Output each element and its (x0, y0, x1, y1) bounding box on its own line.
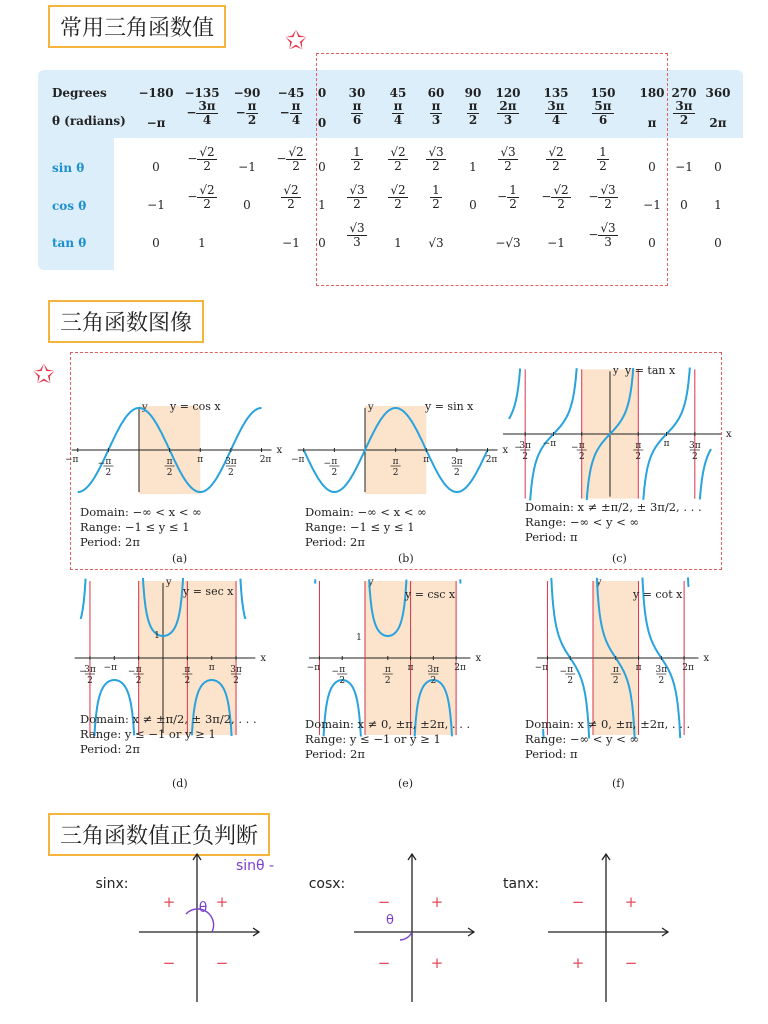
denominator: 2 (509, 196, 517, 211)
table-cell-deg: 360 (705, 86, 731, 100)
numerator: π (393, 99, 403, 113)
tick-numerator: π (331, 457, 338, 467)
graph-label-c: (c) (612, 552, 627, 565)
numerator: √2 (553, 183, 569, 197)
caption-range: Range: −∞ < y < ∞ (525, 732, 640, 746)
table-cell-cos: 0 (243, 198, 251, 212)
tick-denominator: 2 (184, 676, 191, 686)
numerator: 2π (499, 99, 517, 113)
tick-denominator: 2 (135, 676, 142, 686)
curve-segment (509, 369, 520, 419)
caption-range: Range: −1 ≤ y ≤ 1 (80, 520, 190, 534)
table-cell-cos: 0 (469, 198, 477, 212)
tick-numerator: 3π (451, 457, 463, 467)
tick-denominator: 2 (612, 676, 619, 686)
tick-denominator: 2 (228, 468, 234, 478)
table-cell-tan: 0 (152, 236, 160, 250)
minus-sign: − (235, 105, 246, 120)
curve-segment (81, 579, 86, 619)
table-cell-deg: 135 (543, 86, 569, 100)
minus-sign: − (588, 227, 599, 242)
table-cell-rad: 0 (317, 116, 327, 130)
x-axis-label: x (502, 445, 509, 456)
tick-label: 2π (485, 455, 498, 465)
tick-denominator: 2 (166, 468, 173, 478)
quadrant-4-sign: + (430, 954, 444, 972)
angle-arc (400, 932, 412, 940)
tick-denominator: 2 (384, 676, 391, 686)
numerator: 3π (675, 99, 693, 113)
fraction (673, 100, 694, 126)
denominator: 2 (203, 158, 211, 173)
tick-numerator: π (135, 665, 142, 675)
tick-numerator: 3π (655, 665, 668, 675)
tick-numerator: 3π (225, 457, 237, 467)
tick-minus: − (559, 667, 567, 677)
sign-chart-label: tanx: (503, 876, 539, 892)
numerator: √2 (390, 183, 406, 197)
table-cell-tan: −1 (547, 236, 565, 250)
table-cell-deg: 180 (639, 86, 665, 100)
tick-label: π (407, 663, 414, 673)
table-cell-tan: 0 (318, 236, 326, 250)
note-title-3: 三角函数值正负判断 (48, 813, 270, 856)
denominator: 2 (353, 158, 361, 173)
numerator: π (352, 99, 362, 113)
y-axis-label: y (368, 401, 374, 413)
denominator: 4 (202, 112, 212, 127)
table-cell-cos: −1 (147, 198, 165, 212)
tick-denominator: 2 (578, 452, 585, 462)
table-cell-deg: −90 (233, 86, 261, 100)
tick-numerator: 3π (688, 441, 701, 451)
numerator: √3 (428, 145, 444, 159)
tick-minus: − (570, 443, 579, 453)
numerator: √3 (600, 221, 616, 235)
tick-label: 2π (682, 663, 694, 673)
numerator: 3π (198, 99, 216, 113)
x-axis-label: x (703, 653, 710, 664)
tick-minus: − (97, 459, 106, 469)
numerator: 1 (353, 145, 361, 159)
tick-minus: − (127, 667, 136, 677)
tick-label: π (663, 439, 670, 449)
numerator: 5π (594, 99, 612, 113)
denominator: 2 (468, 112, 478, 127)
numerator: √2 (548, 145, 564, 159)
denominator: 2 (203, 196, 211, 211)
star-icon: ✩ (33, 360, 55, 390)
denominator: 6 (352, 112, 362, 127)
sign-charts (0, 844, 768, 1024)
quadrant-1-sign: + (430, 893, 444, 911)
y-axis-label: y (596, 577, 602, 588)
table-cell-deg: −135 (184, 86, 220, 100)
denominator: 2 (247, 112, 257, 127)
note-title-1: 常用三角函数值 (48, 5, 226, 48)
table-cell-sin (177, 146, 227, 172)
y-tick-label: 1 (356, 633, 362, 643)
table-cell-deg: 270 (671, 86, 697, 100)
table-cell-deg: 150 (590, 86, 616, 100)
tick-denominator: 2 (339, 676, 346, 686)
table-cell-sin: 0 (152, 160, 160, 174)
minus-sign: − (497, 189, 508, 204)
minus-sign: − (186, 105, 197, 120)
tick-numerator: 3π (427, 665, 440, 675)
numerator: √3 (349, 183, 365, 197)
table-cell-rad: −π (146, 116, 166, 130)
numerator: √2 (199, 183, 215, 197)
table-cell-tan: 0 (714, 236, 722, 250)
table-cell-rad (222, 100, 272, 126)
numerator: 1 (509, 183, 517, 197)
numerator: √3 (500, 145, 516, 159)
caption-period: Period: 2π (305, 747, 365, 761)
tick-numerator: π (384, 665, 391, 675)
minus-sign: − (187, 151, 198, 166)
trig-graphs (0, 340, 768, 840)
table-cell-deg: 30 (348, 86, 366, 100)
table-cell-rad (177, 100, 227, 126)
caption-period: Period: 2π (305, 535, 365, 549)
table-cell-sin: 1 (469, 160, 477, 174)
caption-range: Range: −1 ≤ y ≤ 1 (305, 520, 415, 534)
numerator: π (247, 99, 257, 113)
table-cell-deg: −45 (277, 86, 305, 100)
graph-label-a: (a) (172, 552, 188, 565)
numerator: √2 (199, 145, 215, 159)
tick-numerator: π (392, 457, 399, 467)
quadrant-2-sign: + (162, 893, 176, 911)
x-axis-label: x (260, 653, 266, 664)
star-icon: ✩ (285, 26, 307, 56)
graph-caption-f (525, 717, 690, 762)
fraction (197, 184, 216, 210)
x-axis-label: x (726, 429, 732, 440)
table-cell-cos: 1 (318, 198, 326, 212)
tick-numerator: π (612, 665, 619, 675)
minus-sign: − (541, 189, 552, 204)
denominator: 3 (503, 112, 513, 127)
function-label: y = cot x (633, 588, 683, 601)
minus-sign: − (276, 151, 287, 166)
theta-label: θ (198, 900, 208, 916)
quadrant-2-sign: − (571, 893, 585, 911)
highlight-box-table (316, 53, 668, 286)
tick-denominator: 2 (658, 676, 665, 686)
quadrant-3-sign: − (162, 954, 176, 972)
table-cell-tan: 0 (648, 236, 656, 250)
tick-denominator: 2 (331, 468, 338, 478)
caption-domain: Domain: −∞ < x < ∞ (305, 505, 427, 519)
quadrant-4-sign: − (215, 954, 229, 972)
tick-minus: − (514, 443, 522, 453)
caption-domain: Domain: x ≠ 0, ±π, ±2π, . . . (525, 717, 691, 731)
minus-sign: − (187, 189, 198, 204)
quadrant-3-sign: + (571, 954, 585, 972)
tick-minus: − (79, 667, 87, 677)
graph-caption-e (305, 717, 470, 762)
graph-label-b: (b) (398, 552, 414, 565)
caption-range: Range: y ≤ −1 or y ≥ 1 (305, 732, 441, 746)
caption-domain: Domain: x ≠ ±π/2, ± 3π/2, . . . (80, 712, 257, 726)
tick-numerator: π (339, 665, 346, 675)
denominator: 2 (599, 158, 607, 173)
radians-label: θ (radians) (52, 114, 126, 128)
tick-label: 2π (259, 455, 272, 465)
table-cell-sin: 0 (648, 160, 656, 174)
caption-domain: Domain: x ≠ 0, ±π, ±2π, . . . (305, 717, 471, 731)
caption-period: Period: π (525, 747, 578, 761)
table-cell-deg: 120 (495, 86, 521, 100)
numerator: 3π (547, 99, 565, 113)
denominator: 2 (353, 196, 361, 211)
graph-label-f: (f) (612, 777, 625, 790)
table-cell-deg: 45 (389, 86, 407, 100)
function-label: y = sin x (425, 400, 474, 413)
y-axis-label: y (368, 577, 374, 588)
tick-denominator: 2 (105, 468, 112, 478)
y-axis-label: y (142, 401, 148, 413)
function-label: y = tan x (625, 364, 676, 377)
tick-label: π (208, 663, 215, 673)
row-label-sin: sin θ (52, 161, 85, 175)
minus-sign: − (588, 189, 599, 204)
denominator: 4 (291, 112, 301, 127)
tick-denominator: 2 (635, 452, 642, 462)
function-label: y = cos x (170, 400, 221, 413)
tick-label: −π (306, 663, 321, 673)
function-label: y = sec x (183, 585, 234, 598)
x-axis-label: x (475, 653, 482, 664)
numerator: π (291, 99, 301, 113)
denominator: 2 (394, 158, 402, 173)
table-cell-tan: −√3 (495, 236, 521, 250)
tick-numerator: 3π (84, 665, 96, 675)
tick-numerator: π (578, 441, 585, 451)
graph-label-e: (e) (398, 777, 414, 790)
table-cell-cos: 0 (680, 198, 688, 212)
tick-numerator: π (166, 457, 173, 467)
denominator: 3 (604, 234, 612, 249)
table-cell-cos: 1 (714, 198, 722, 212)
graph-caption-b (305, 505, 427, 550)
note-title-2: 三角函数图像 (48, 300, 204, 343)
minus-sign: − (279, 105, 290, 120)
tick-minus: − (331, 667, 339, 677)
denominator: 2 (432, 158, 440, 173)
denominator: 3 (353, 234, 361, 249)
tick-label: π (197, 455, 204, 465)
tick-denominator: 2 (691, 452, 698, 462)
curve-segment (700, 449, 711, 499)
table-cell-tan: 1 (198, 236, 206, 250)
curve-segment (688, 577, 689, 587)
numerator: √2 (288, 145, 304, 159)
tick-label: −π (65, 455, 79, 465)
numerator: √2 (283, 183, 299, 197)
tick-numerator: 3π (230, 665, 242, 675)
function-label: y = csc x (405, 588, 456, 601)
caption-range: Range: −∞ < y < ∞ (525, 515, 640, 529)
quadrant-3-sign: − (377, 954, 391, 972)
sign-chart-label: cosx: (308, 876, 346, 892)
tick-denominator: 2 (430, 676, 437, 686)
table-cell-sin: 0 (318, 160, 326, 174)
row-label-cos: cos θ (52, 199, 87, 213)
tick-denominator: 2 (567, 676, 574, 686)
numerator: 1 (432, 183, 440, 197)
numerator: √2 (390, 145, 406, 159)
y-tick-label: 1 (154, 631, 160, 641)
caption-domain: Domain: −∞ < x < ∞ (80, 505, 202, 519)
sin-theta-note: sinθ - (235, 858, 275, 874)
table-cell-rad: π (647, 116, 657, 130)
tick-label: π (635, 663, 642, 673)
table-cell-sin: −1 (675, 160, 693, 174)
tick-numerator: π (184, 665, 191, 675)
graph-label-d: (d) (172, 777, 188, 790)
tick-numerator: π (635, 441, 642, 451)
tick-numerator: π (567, 665, 574, 675)
denominator: 2 (287, 196, 295, 211)
tick-label: π (423, 455, 430, 465)
tick-denominator: 2 (522, 452, 529, 462)
fraction (246, 100, 259, 126)
denominator: 2 (292, 158, 300, 173)
caption-domain: Domain: x ≠ ±π/2, ± 3π/2, . . . (525, 500, 702, 514)
degrees-label: Degrees (52, 86, 107, 100)
sign-chart-label: sinx: (95, 876, 129, 892)
graph-caption-c (525, 500, 702, 545)
tick-numerator: π (105, 457, 112, 467)
quadrant-2-sign: − (377, 893, 391, 911)
quadrant-1-sign: + (624, 893, 638, 911)
table-cell-deg: 90 (464, 86, 482, 100)
denominator: 2 (557, 196, 565, 211)
denominator: 6 (598, 112, 608, 127)
quadrant-4-sign: − (624, 954, 638, 972)
table-cell-tan: √3 (428, 236, 444, 250)
caption-period: Period: 2π (80, 742, 140, 756)
table-cell-deg: 0 (317, 86, 327, 100)
table-cell-sin: 0 (714, 160, 722, 174)
theta-label: θ (386, 913, 394, 928)
caption-period: Period: 2π (80, 535, 140, 549)
y-axis-label: y (166, 577, 172, 588)
tick-label: −π (291, 455, 305, 465)
denominator: 2 (552, 158, 560, 173)
fraction (196, 100, 217, 126)
denominator: 2 (679, 112, 689, 127)
curve-segment (240, 579, 245, 619)
graph-caption-a (80, 505, 202, 550)
y-axis-label: y (613, 365, 619, 377)
caption-period: Period: π (525, 530, 578, 544)
x-axis-label: x (276, 445, 283, 456)
numerator: π (468, 99, 478, 113)
denominator: 4 (551, 112, 561, 127)
tick-label: 2π (454, 663, 466, 673)
row-label-tan: tan θ (52, 236, 87, 250)
table-cell-tan: −1 (282, 236, 300, 250)
caption-range: Range: y ≤ −1 or y ≥ 1 (80, 727, 216, 741)
denominator: 2 (394, 196, 402, 211)
numerator: √3 (349, 221, 365, 235)
fraction (197, 146, 216, 172)
table-cell-rad: 2π (709, 116, 727, 130)
numerator: 1 (599, 145, 607, 159)
table-cell-cos (177, 184, 227, 210)
table-cell-deg: −180 (138, 86, 174, 100)
table-cell-deg: 60 (427, 86, 445, 100)
table-cell-tan: 1 (394, 236, 402, 250)
tick-denominator: 2 (454, 468, 460, 478)
numerator: √3 (600, 183, 616, 197)
tick-label: −π (534, 663, 549, 673)
tick-numerator: 3π (519, 441, 532, 451)
denominator: 2 (504, 158, 512, 173)
table-cell-sin: −1 (238, 160, 256, 174)
denominator: 2 (432, 196, 440, 211)
denominator: 2 (604, 196, 612, 211)
tick-denominator: 2 (87, 676, 93, 686)
tick-denominator: 2 (392, 468, 399, 478)
denominator: 3 (431, 112, 441, 127)
quadrant-1-sign: + (215, 893, 229, 911)
tick-minus: − (323, 459, 332, 469)
tick-label: −π (542, 439, 557, 449)
table-cell-cos: −1 (643, 198, 661, 212)
denominator: 4 (393, 112, 403, 127)
numerator: π (431, 99, 441, 113)
tick-label: −π (103, 663, 118, 673)
graph-caption-d (80, 712, 257, 757)
tick-denominator: 2 (233, 676, 239, 686)
